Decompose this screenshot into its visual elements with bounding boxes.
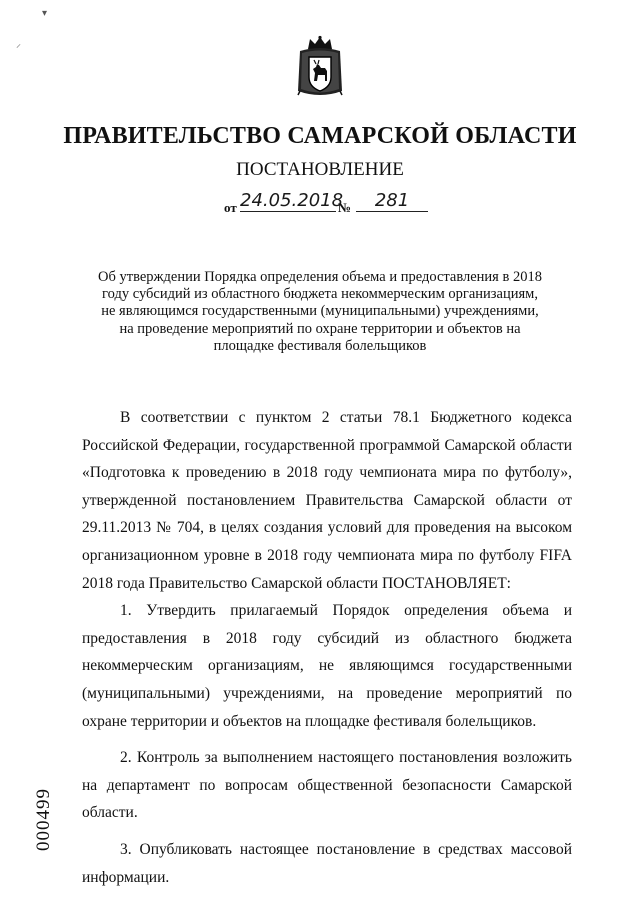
coat-of-arms-emblem	[294, 35, 346, 99]
preamble-paragraph: В соответствии с пунктом 2 статьи 78.1 Бюджетного кодекса Российской Федерации, государственной программой Самарской области «Подготовка к проведению в 2018 году чемпионата мира по футболу», утвержденной постановлением Правительства Самарской области от 29.11.2013 № 704, в целях создания условий для проведения на высоком организационном уровне в 2018 году чемпионата мира по футболу FIFA 2018 года Правительство Самарской области ПОСТАНОВЛЯЕТ:	[82, 409, 572, 592]
document-subject: Об утверждении Порядка определения объема и предоставления в 2018 году субсидий из областного бюджета некоммерческим организациям, не являющимся государственными (муниципальными) учреждениями, на проведение мероприятий по охране территории и объектов на площадке фестиваля болельщиков	[98, 269, 542, 354]
number-prefix: №	[338, 200, 352, 215]
org-title: ПРАВИТЕЛЬСТВО САМАРСКОЙ ОБЛАСТИ	[63, 123, 577, 149]
date-number-line	[210, 190, 450, 216]
document-type: ПОСТАНОВЛЕНИЕ	[236, 159, 404, 180]
number-handwritten: 281	[356, 191, 428, 212]
item-3-paragraph: 3. Опубликовать настоящее постановление в средствах массовой информации.	[82, 840, 572, 886]
scan-mark: ▾	[42, 8, 48, 19]
date-handwritten: 24.05.2018	[240, 190, 344, 211]
document-body	[82, 404, 572, 900]
side-registration-number: 000499	[33, 788, 54, 852]
item-2-paragraph: 2. Контроль за выполнением настоящего постановления возложить на департамент по вопросам общественной безопасности Самарской области.	[82, 749, 572, 822]
item-1-paragraph: 1. Утвердить прилагаемый Порядок определения объема и предоставления в 2018 году субсидий из областного бюджета некоммерческим организациям, не являющимся государственными (муниципальными) учреждениями, на проведение мероприятий по охране территории и объектов на площадке фестиваля болельщиков.	[82, 602, 572, 730]
coat-of-arms-icon	[294, 35, 346, 99]
date-prefix: от	[224, 200, 237, 215]
scan-mark: ⸝	[16, 39, 21, 50]
